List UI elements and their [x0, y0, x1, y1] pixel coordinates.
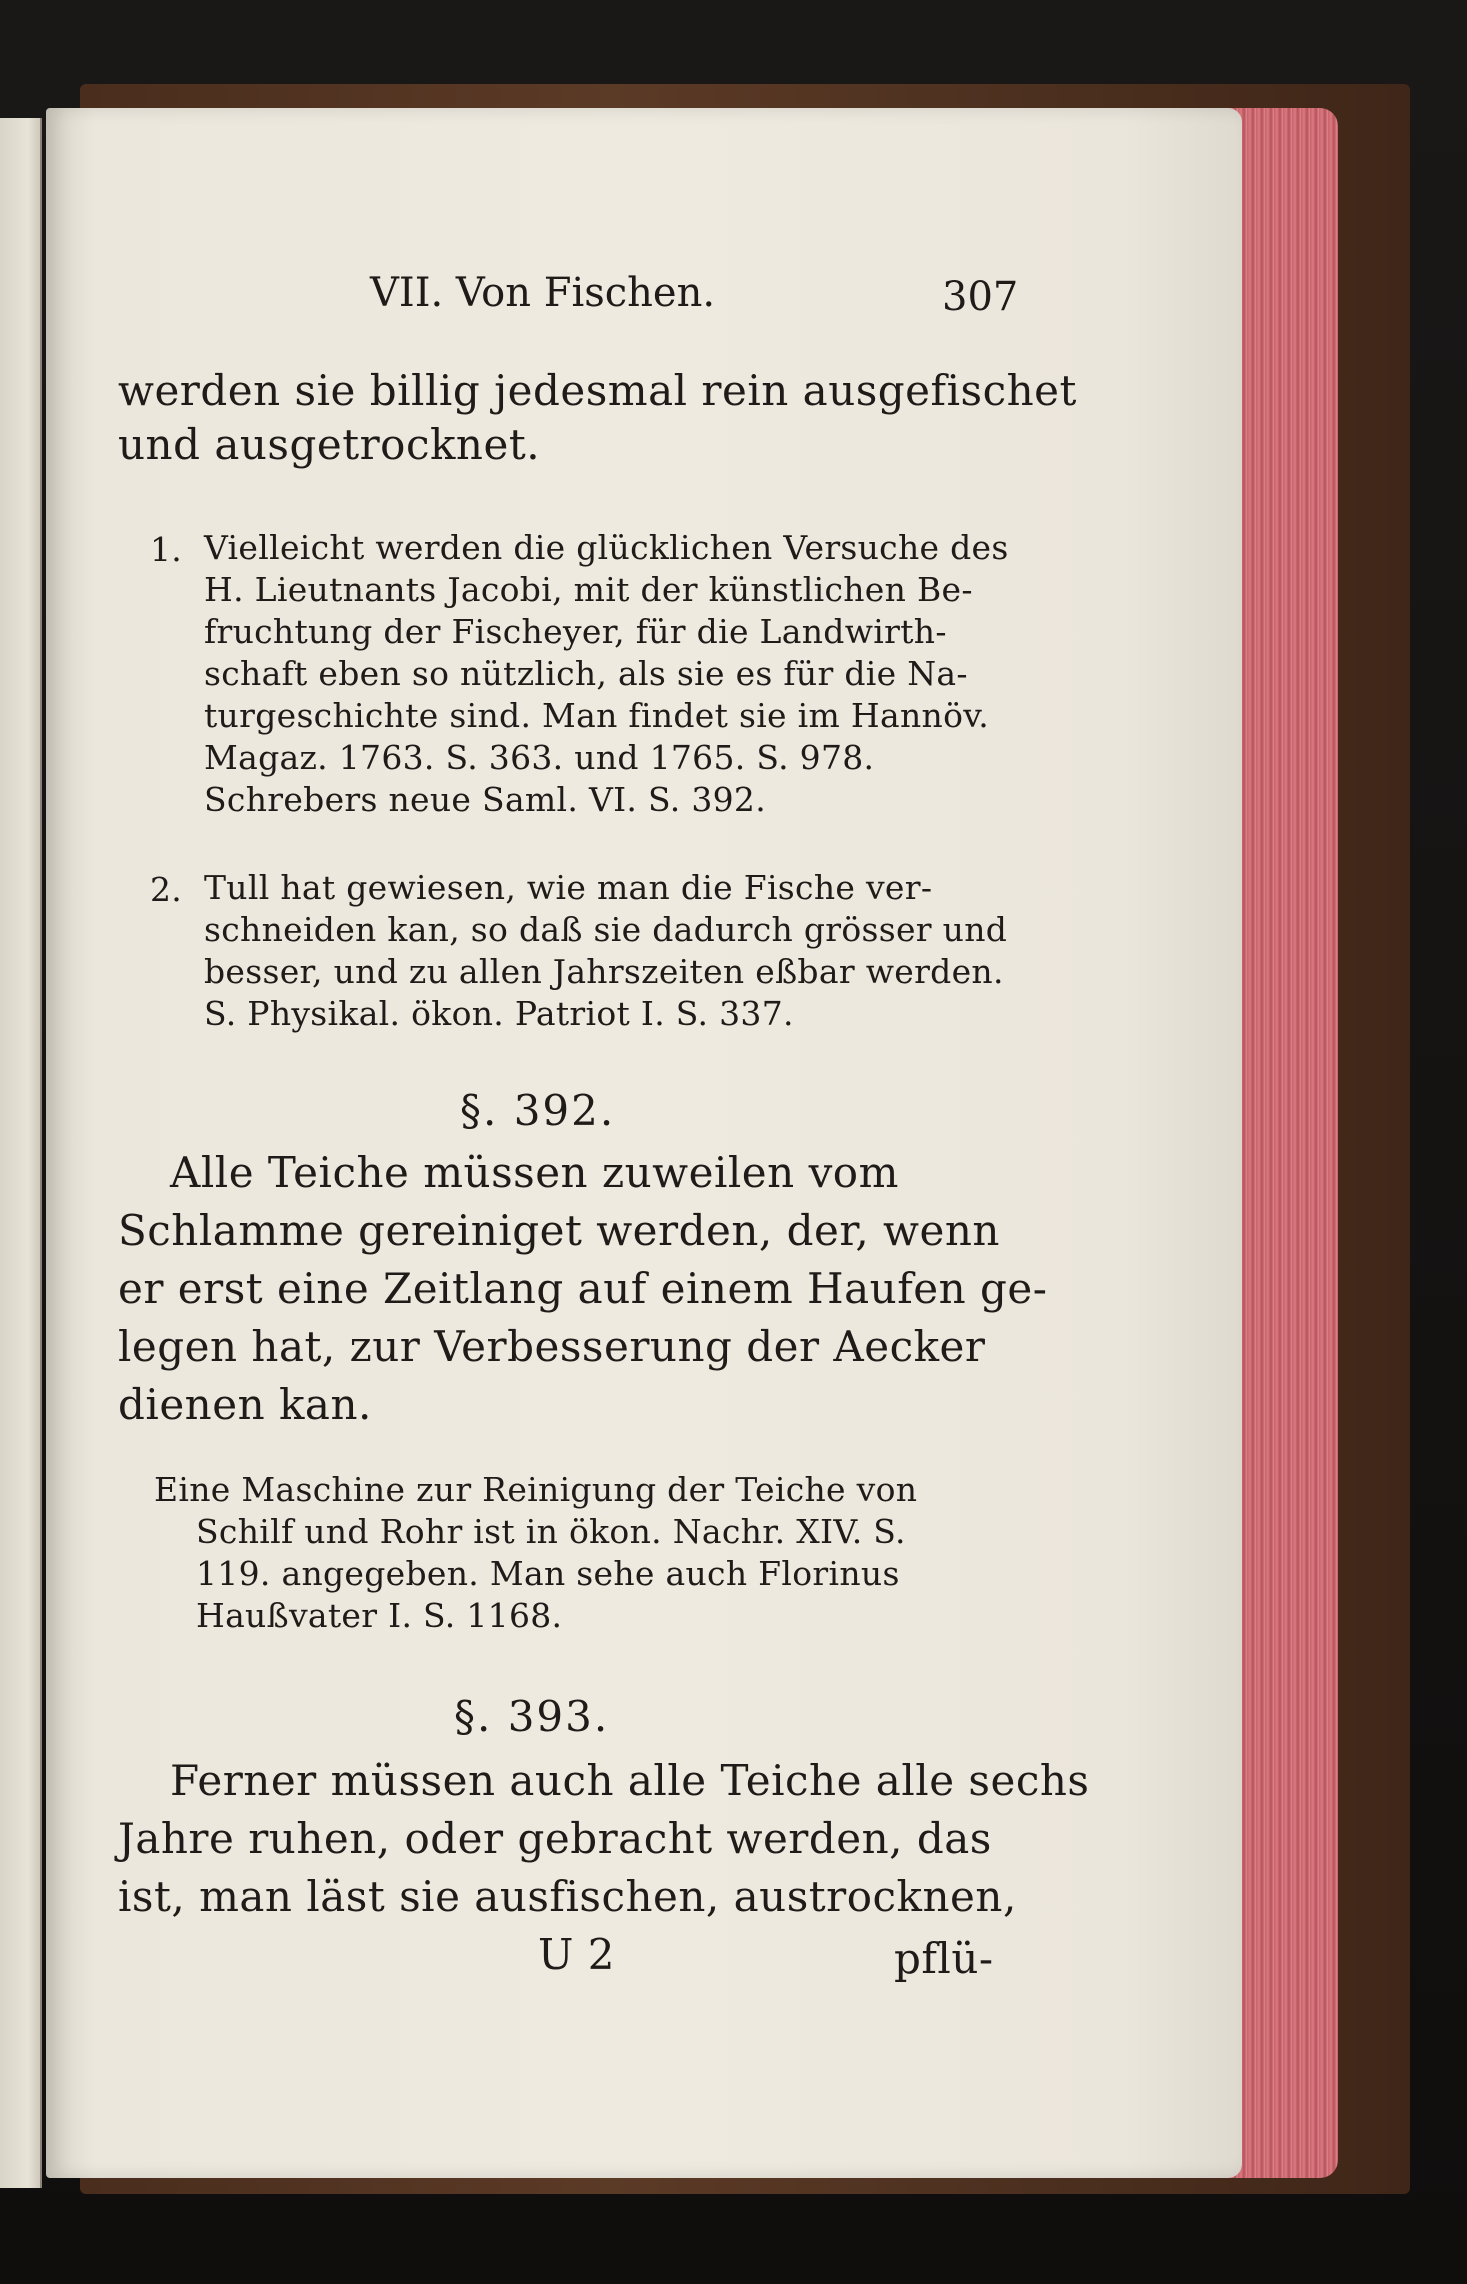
footnote-1-line-5: turgeschichte sind. Man findet sie im Hannöv.: [204, 696, 990, 735]
section-392-note-line-2: Schilf und Rohr ist in ökon. Nachr. XIV. S.: [196, 1512, 906, 1551]
footnote-2-line-2: schneiden kan, so daß sie dadurch grösser und: [204, 910, 1008, 949]
footnote-2-line-1: Tull hat gewiesen, wie man die Fische ver-: [204, 868, 933, 907]
catchword: pflü-: [894, 1934, 994, 1983]
footnote-1-line-2: H. Lieutnants Jacobi, mit der künstlichen Be-: [204, 570, 973, 609]
footnote-1-line-4: schaft eben so nützlich, als sie es für die Na-: [204, 654, 968, 693]
section-392-heading: §. 392.: [460, 1086, 616, 1135]
section-392-line-1: Alle Teiche müssen zuweilen vom: [170, 1148, 899, 1197]
section-392-line-4: legen hat, zur Verbesserung der Aecker: [118, 1322, 986, 1371]
section-392-note-line-1: Eine Maschine zur Reinigung der Teiche von: [154, 1470, 918, 1509]
previous-page-edge: [0, 118, 42, 2188]
section-392-line-5: dienen kan.: [118, 1380, 372, 1429]
footnote-2-line-3: besser, und zu allen Jahrszeiten eßbar werden.: [204, 952, 1004, 991]
intro-line-1: werden sie billig jedesmal rein ausgefischet: [118, 366, 1077, 415]
footnote-1-number: 1.: [150, 530, 183, 569]
section-392-line-3: er erst eine Zeitlang auf einem Haufen ge-: [118, 1264, 1048, 1313]
book-page: [46, 108, 1242, 2178]
section-392-note-line-3: 119. angegeben. Man sehe auch Florinus: [196, 1554, 900, 1593]
signature-mark: U 2: [538, 1930, 615, 1979]
intro-line-2: und ausgetrocknet.: [118, 420, 541, 469]
section-393-line-2: Jahre ruhen, oder gebracht werden, das: [118, 1814, 992, 1863]
section-392-note-line-4: Haußvater I. S. 1168.: [196, 1596, 563, 1635]
footnote-2-line-4: S. Physikal. ökon. Patriot I. S. 337.: [204, 994, 794, 1033]
footnote-1-line-7: Schrebers neue Saml. VI. S. 392.: [204, 780, 766, 819]
footnote-2-number: 2.: [150, 870, 183, 909]
section-393-heading: §. 393.: [454, 1692, 610, 1741]
section-393-line-3: ist, man läst sie ausfischen, austrocknen,: [118, 1872, 1017, 1921]
page-number: 307: [942, 274, 1019, 320]
running-title: VII. Von Fischen.: [370, 270, 716, 316]
section-392-line-2: Schlamme gereiniget werden, der, wenn: [118, 1206, 1000, 1255]
footnote-1-line-6: Magaz. 1763. S. 363. und 1765. S. 978.: [204, 738, 875, 777]
footnote-1-line-3: fruchtung der Fischeyer, für die Landwirth-: [204, 612, 947, 651]
section-393-line-1: Ferner müssen auch alle Teiche alle sechs: [170, 1756, 1090, 1805]
footnote-1-line-1: Vielleicht werden die glücklichen Versuche des: [204, 528, 1009, 567]
